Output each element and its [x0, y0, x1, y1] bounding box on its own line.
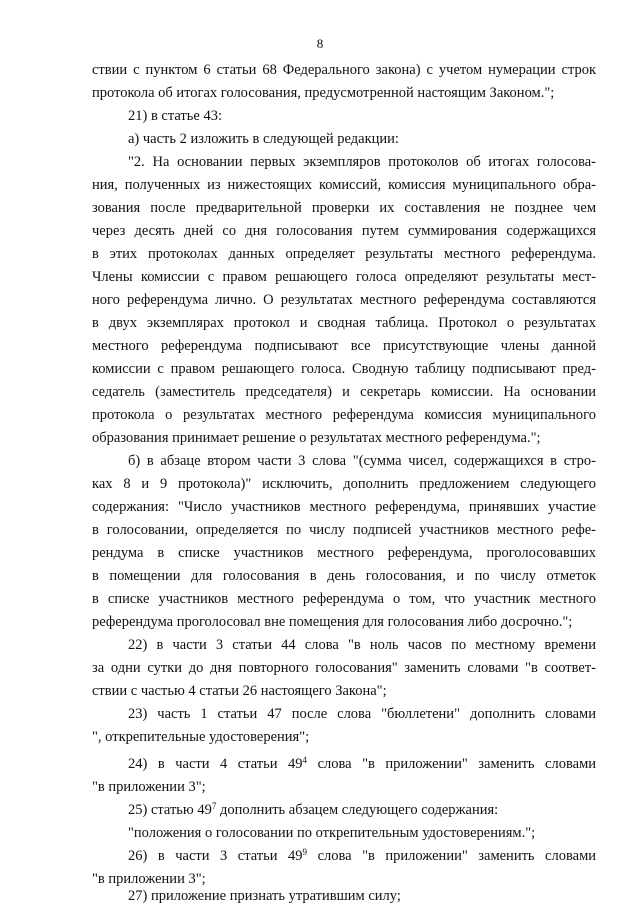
- text-line: в помещении для голосования в день голосования, и по числу отметок: [92, 568, 596, 584]
- text-line: за одни сутки до дня повторного голосования" заменить словами "в соответ-: [92, 660, 596, 676]
- superscript: 4: [302, 755, 308, 765]
- text-line: референдума проголосовал вне помещения для голосования либо досрочно.";: [92, 614, 573, 630]
- text-line: 27) приложение признать утратившим силу;: [128, 888, 401, 904]
- text-line: местного референдума подписывают все присутствующие члены данной: [92, 338, 596, 354]
- text-line: б) в абзаце втором части 3 слова "(сумма чисел, содержащихся в стро-: [128, 453, 596, 469]
- text-line: рендума в списке участников местного референдума, проголосовавших: [92, 545, 596, 561]
- text-line: ния, полученных из нижестоящих комиссий, комиссия муниципального обра-: [92, 177, 596, 193]
- text-line: в этих протоколах данных определяет результаты местного референдума.: [92, 246, 596, 262]
- text-line: в голосовании, определяется по числу подписей участников местного рефе-: [92, 522, 596, 538]
- text-line: протокола о результатах местного референдума комиссия муниципального: [92, 407, 596, 423]
- text-line: 26) в части 3 статьи $49^9$ слова "в приложении" заменить словами: [128, 847, 597, 864]
- text-line: зования после предварительной проверки их составления не позднее чем: [92, 200, 596, 216]
- text-line: содержания: "Число участников местного референдума, принявших участие: [92, 499, 596, 515]
- text-line: ках 8 и 9 протокола)" исключить, дополнить предложением следующего: [92, 476, 596, 492]
- text-line: ного референдума лично. О результатах местного референдума составляются: [92, 292, 596, 308]
- text-line: "в приложении 3";: [92, 779, 206, 795]
- text-line: комиссии с правом решающего голоса. Сводную таблицу подписывают пред-: [92, 361, 596, 377]
- text-line: ствии с пунктом 6 статьи 68 Федерального закона) с учетом нумерации строк: [92, 62, 596, 78]
- text-line: а) часть 2 изложить в следующей редакции:: [128, 131, 399, 147]
- text-line: "в приложении 3";: [92, 871, 206, 887]
- text-line: "2. На основании первых экземпляров протоколов об итогах голосова-: [128, 154, 596, 170]
- text-line: ", открепительные удостоверения";: [92, 729, 310, 745]
- text-line: 23) часть 1 статьи 47 после слова "бюллетени" дополнить словами: [128, 706, 596, 722]
- text-line: 24) в части 4 статьи $49^4$ слова "в приложении" заменить словами: [128, 755, 597, 772]
- text-line: ствии с частью 4 статьи 26 настоящего Закона";: [92, 683, 387, 699]
- superscript: 9: [302, 847, 308, 857]
- text-line: в двух экземплярах протокол и сводная таблица. Протокол о результатах: [92, 315, 596, 331]
- text-line: в списке участников местного референдума о том, что участник местного: [92, 591, 596, 607]
- text-line: 25) статью $49^7$ дополнить абзацем следующего содержания:: [128, 801, 499, 818]
- superscript: 7: [211, 801, 217, 811]
- text-line: седатель (заместитель председателя) и секретарь комиссии. На основании: [92, 384, 596, 400]
- page-number: 8: [316, 36, 324, 51]
- text-line: Члены комиссии с правом решающего голоса определяют результаты мест-: [92, 269, 596, 285]
- text-line: через десять дней со дня голосования путем суммирования содержащихся: [92, 223, 596, 239]
- text-line: 22) в части 3 статьи 44 слова "в ноль часов по местному времени: [128, 637, 596, 653]
- text-line: образования принимает решение о результатах местного референдума.";: [92, 430, 541, 446]
- text-line: протокола об итогах голосования, предусмотренной настоящим Законом.";: [92, 85, 555, 101]
- text-line: 21) в статье 43:: [128, 108, 222, 124]
- text-line: "положения о голосовании по открепительным удостоверениям.";: [128, 825, 536, 841]
